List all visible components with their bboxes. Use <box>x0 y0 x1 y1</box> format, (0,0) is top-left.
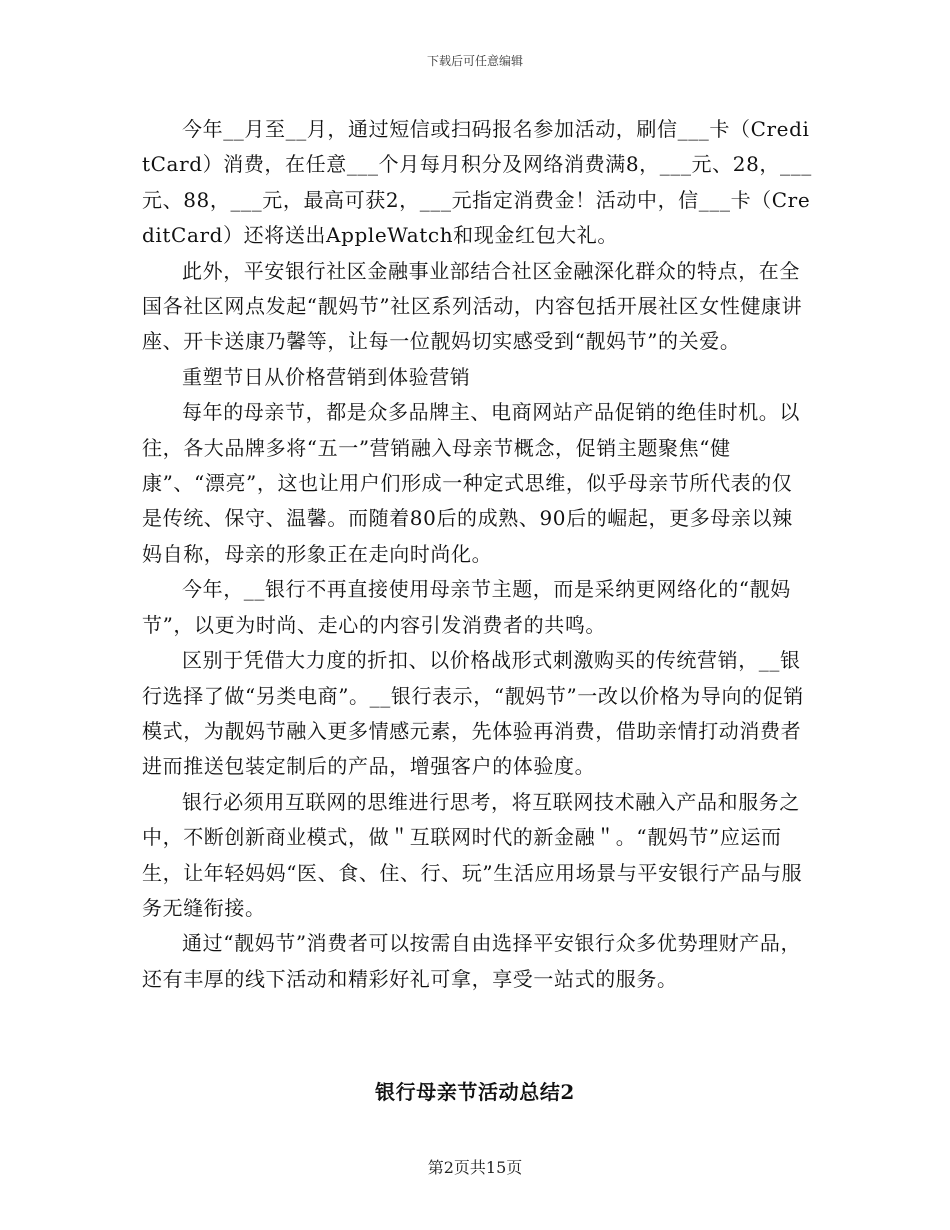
paragraph-beautiful-mom-festival: 今年，__银行不再直接使用母亲节主题，而是采纳更网络化的“靓妈节”，以更为时尚、走心的内容引发消费者的共鸣。 <box>142 577 791 637</box>
document-body <box>142 112 812 997</box>
paragraph-one-stop-service: 通过“靓妈节”消费者可以按需自由选择平安银行众多优势理财产品，还有丰厚的线下活动和精彩好礼可拿，享受一站式的服务。 <box>142 931 802 991</box>
paragraph-experience-marketing: 区别于凭借大力度的折扣、以价格战形式刺激购买的传统营销，__银行选择了做“另类电商”。__银行表示，“靓妈节”一改以价格为导向的促销模式，为靓妈节融入更多情感元素，先体验再消费，借助亲情打动消费者进而推送包装定制后的产品，增强客户的体验度。 <box>142 648 804 779</box>
page-header-note: 下载后可任意编辑 <box>426 54 523 68</box>
paragraph-mothers-day-marketing: 每年的母亲节，都是众多品牌主、电商网站产品促销的绝佳时机。以往，各大品牌多将“五一”营销融入母亲节概念，促销主题聚焦“健康”、“漂亮”，这也让用户们形成一种定式思维，似乎母亲节所代表的仅是传统、保守、温馨。而随着80后的成熟、90后的崛起，更多母亲以辣妈自称，母亲的形象正在走向时尚化。 <box>142 400 800 566</box>
paragraph-community-activities: 此外，平安银行社区金融事业部结合社区金融深化群众的特点，在全国各社区网点发起“靓妈节”社区系列活动，内容包括开展社区女性健康讲座、开卡送康乃馨等，让每一位靓妈切实感受到“靓妈节”的关爱。 <box>142 258 803 354</box>
page-number-footer: 第2页共15页 <box>427 1158 523 1177</box>
section-heading: 银行母亲节活动总结2 <box>375 1080 575 1104</box>
paragraph-internet-thinking: 银行必须用互联网的思维进行思考，将互联网技术融入产品和服务之中，不断创新商业模式，做＂互联网时代的新金融＂。“靓妈节”应运而生，让年轻妈妈“医、食、住、行、玩”生活应用场景与平安银行产品与服务无缝衔接。 <box>142 789 803 920</box>
paragraph-subheading: 重塑节日从价格营销到体验营销 <box>182 364 471 389</box>
paragraph-promotion-details: 今年__月至__月，通过短信或扫码报名参加活动，刷信___卡（CreditCard）消费，在任意___个月每月积分及网络消费满8，___元、28，___元、88，___元，最高可获2，___元指定消费金！活动中，信___卡（CreditCard）还将送出AppleWatch和现金红包大礼。 <box>142 117 812 248</box>
